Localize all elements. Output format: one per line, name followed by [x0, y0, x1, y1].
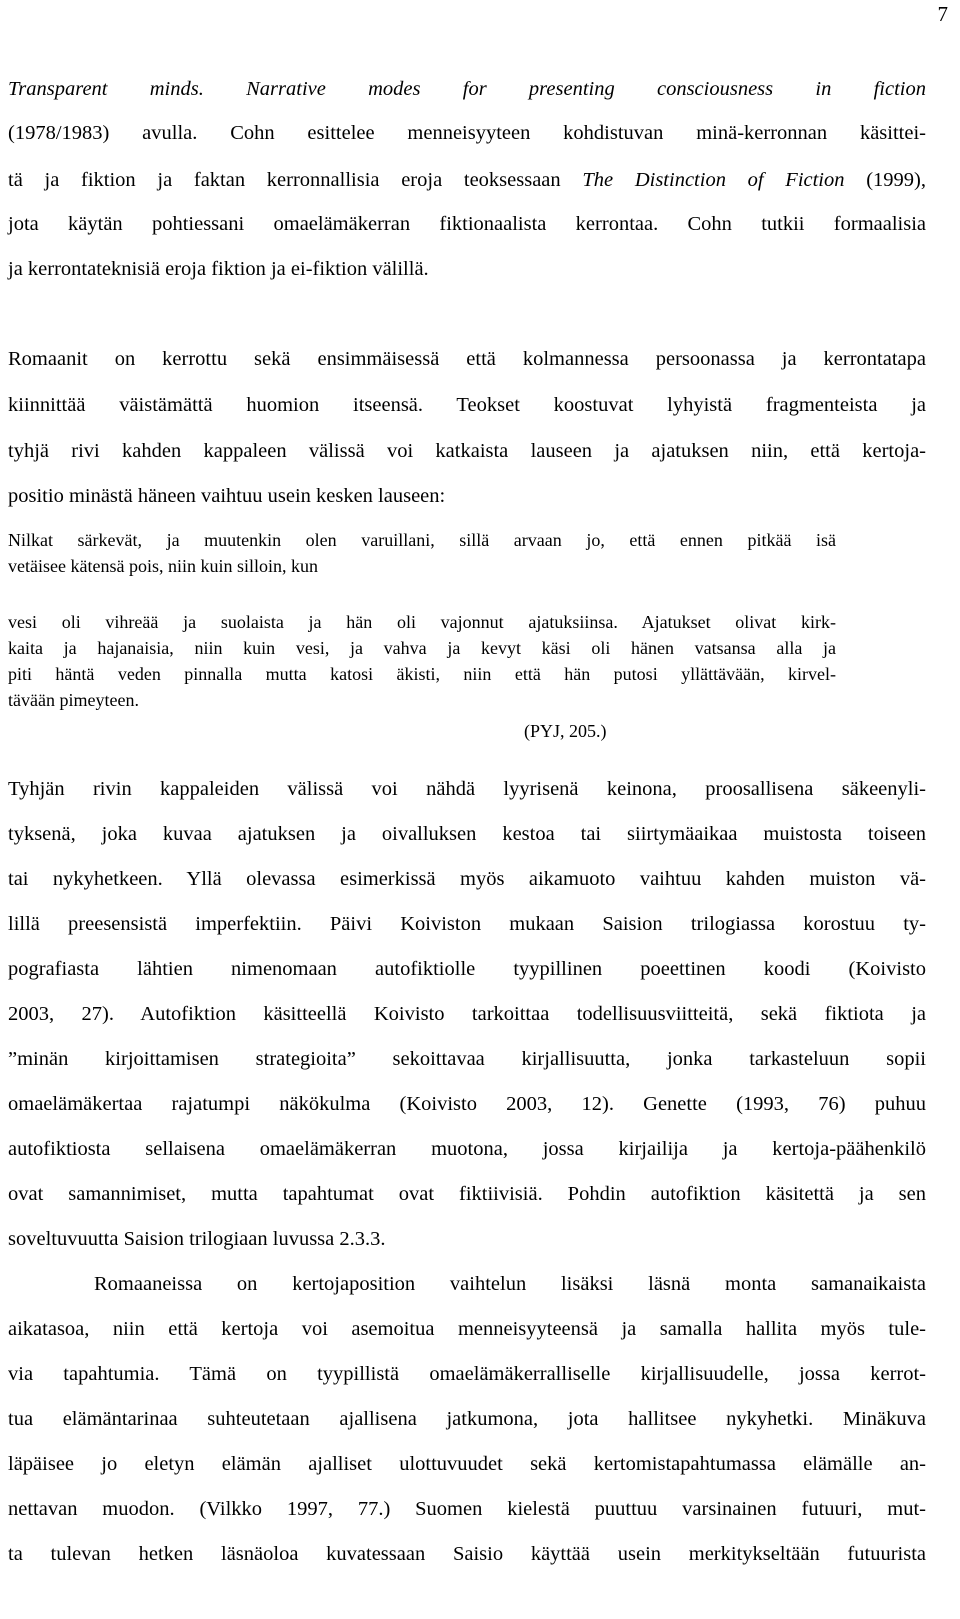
text-line: Romaaneissa on kertojaposition vaihtelun lisäksi läsnä monta samanaikaista	[94, 1273, 926, 1295]
page-number: 7	[937, 2, 948, 26]
text-line: pografiasta lähtien nimenomaan autofiktiolle tyypillinen poeettinen koodi (Koivisto	[8, 958, 926, 980]
text-line	[8, 79, 926, 100]
text-line: Tyhjän rivin kappaleiden välissä voi nähdä lyyrisenä keinona, proosallisena säkeenyli-	[8, 778, 926, 800]
text-line: Romaanit on kerrottu sekä ensimmäisessä että kolmannessa persoonassa ja kerrontatapa	[8, 348, 926, 370]
text-line: ”minän kirjoittamisen strategioita” sekoittavaa kirjallisuutta, jonka tarkasteluun sopii	[8, 1048, 926, 1070]
text-line: omaelämäkertaa rajatumpi näkökulma (Koivisto 2003, 12). Genette (1993, 76) puhuu	[8, 1093, 926, 1115]
text-segment: tä ja fiktion ja faktan kerronnallisia eroja teoksessaan	[8, 169, 583, 191]
quote-line: Nilkat särkevät, ja muutenkin olen varuillani, sillä arvaan jo, että ennen pitkää isä	[8, 530, 836, 550]
book-title: The Distinction of Fiction	[582, 169, 845, 191]
text-line: ta tulevan hetken läsnäoloa kuvatessaan Saisio käyttää usein merkitykseltään futuurista	[8, 1543, 926, 1565]
text-line: ja kerrontateknisiä eroja fiktion ja ei-fiktion välillä.	[8, 258, 429, 280]
quote-line: tävään pimeyteen.	[8, 690, 139, 710]
text-line: 2003, 27). Autofiktion käsitteellä Koivisto tarkoittaa todellisuusviitteitä, sekä fiktiota ja	[8, 1003, 926, 1025]
text-line: (1978/1983) avulla. Cohn esittelee menneisyyteen kohdistuvan minä-kerronnan käsittei-	[8, 122, 926, 144]
text-segment: (1999),	[844, 169, 926, 191]
quote-citation: (PYJ, 205.)	[524, 721, 607, 741]
text-line: jota käytän pohtiessani omaelämäkerran fiktionaalista kerrontaa. Cohn tutkii formaalisia	[8, 213, 926, 235]
text-line: tyhjä rivi kahden kappaleen välissä voi katkaista lauseen ja ajatuksen niin, että kertoja-	[8, 440, 926, 462]
text-line: soveltuvuutta Saision trilogiaan luvussa 2.3.3.	[8, 1228, 386, 1250]
text-line: autofiktiosta sellaisena omaelämäkerran muotona, jossa kirjailija ja kertoja-päähenkilö	[8, 1138, 926, 1160]
quote-line: piti häntä veden pinnalla mutta katosi äkisti, niin että hän putosi yllättävään, kirvel-	[8, 664, 836, 684]
text-line: ovat samannimiset, mutta tapahtumat ovat fiktiivisiä. Pohdin autofiktion käsitettä ja sen	[8, 1183, 926, 1205]
text-line: kiinnittää väistämättä huomion itseensä. Teokset koostuvat lyhyistä fragmenteista ja	[8, 394, 926, 416]
text-line: nettavan muodon. (Vilkko 1997, 77.) Suomen kielestä puuttuu varsinainen futuuri, mut-	[8, 1498, 926, 1520]
text-line: lillä preesensistä imperfektiin. Päivi Koiviston mukaan Saision trilogiassa korostuu ty-	[8, 913, 926, 935]
text-line	[8, 170, 926, 191]
text-line: aikatasoa, niin että kertoja voi asemoitua menneisyyteensä ja samalla hallita myös tule-	[8, 1318, 926, 1340]
quote-line: kaita ja hajanaisia, niin kuin vesi, ja vahva ja kevyt käsi oli hänen vatsansa alla ja	[8, 638, 836, 658]
text-line: via tapahtumia. Tämä on tyypillistä omaelämäkerralliselle kirjallisuudelle, jossa kerrot-	[8, 1363, 926, 1385]
quote-line: vetäisee kätensä pois, niin kuin silloin, kun	[8, 556, 318, 576]
book-title: Transparent minds. Narrative modes for presenting consciousness in fiction	[8, 78, 926, 100]
text-line: positio minästä häneen vaihtuu usein kesken lauseen:	[8, 485, 446, 507]
text-line: läpäisee jo eletyn elämän ajalliset ulottuvuudet sekä kertomistapahtumassa elämälle an-	[8, 1453, 926, 1475]
quote-line: vesi oli vihreää ja suolaista ja hän oli vajonnut ajatuksiinsa. Ajatukset olivat kirk-	[8, 612, 836, 632]
text-line: tai nykyhetkeen. Yllä olevassa esimerkissä myös aikamuoto vaihtuu kahden muiston vä-	[8, 868, 926, 890]
text-line: tyksenä, joka kuvaa ajatuksen ja oivalluksen kestoa tai siirtymäaikaa muistosta toiseen	[8, 823, 926, 845]
text-line: tua elämäntarinaa suhteutetaan ajallisena jatkumona, jota hallitsee nykyhetki. Minäkuva	[8, 1408, 926, 1430]
